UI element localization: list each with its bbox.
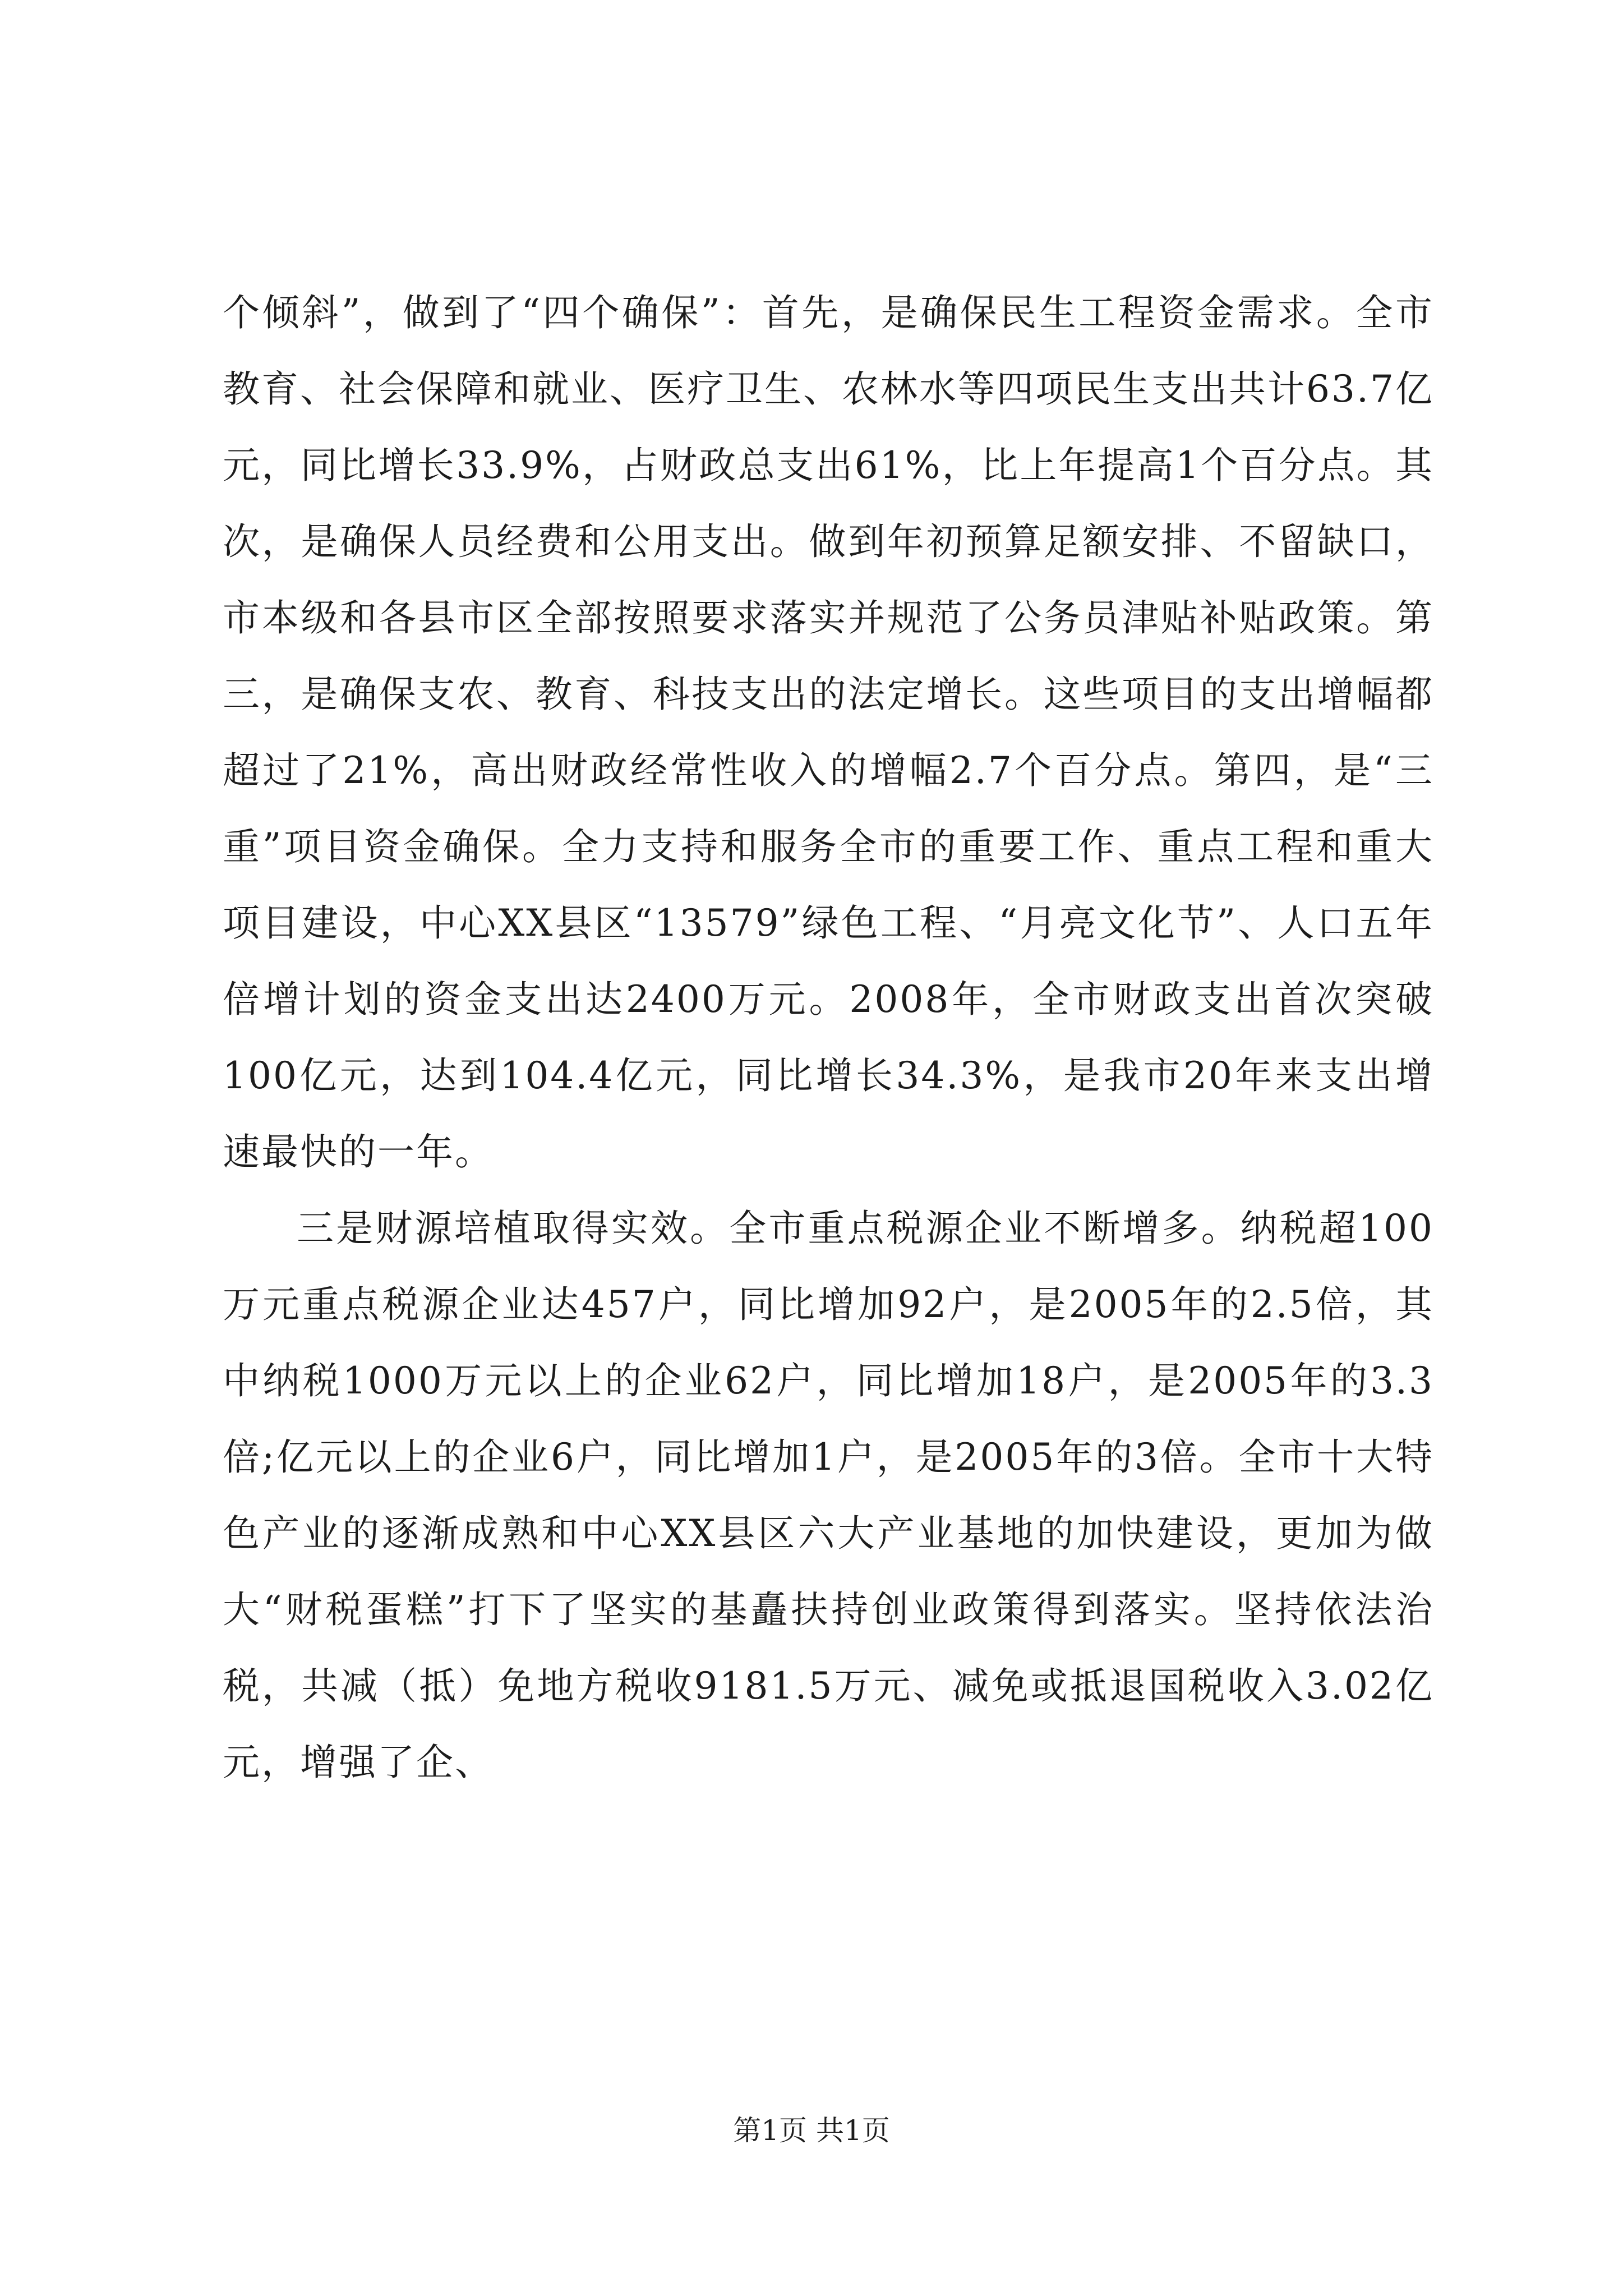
page-footer: 第1页 共1页 [733, 2114, 890, 2147]
paragraph-1: 个倾斜”，做到了“四个确保”：首先，是确保民生工程资金需求。全市教育、社会保障和就业、医疗卫生、农林水等四项民生支出共计63.7亿元，同比增长33.9%，占财政总支出61%，比上年提高1个百分点。其次，是确保人员经费和公用支出。做到年初预算足额安排、不留缺口，市本级和各县市区全部按照要求落实并规范了公务员津贴补贴政策。第三，是确保支农、教育、科技支出的法定增长。这些项目的支出增幅都超过了21%，高出财政经常性收入的增幅2.7个百分点。第四，是“三重”项目资金确保。全力支持和服务全市的重要工作、重点工程和重大项目建设，中心XX县区“13579”绿色工程、“月亮文化节”、人口五年倍增计划的资金支出达2400万元。2008年，全市财政支出首次突破100亿元，达到104.4亿元，同比增长34.3%，是我市20年来支出增速最快的一年。 [223, 291, 1434, 1174]
document-body [223, 275, 1434, 1801]
paragraph-2: 三是财源培植取得实效。全市重点税源企业不断增多。纳税超100万元重点税源企业达457户，同比增加92户，是2005年的2.5倍，其中纳税1000万元以上的企业62户，同比增加18户，是2005年的3.3倍;亿元以上的企业6户，同比增加1户，是2005年的3倍。全市十大特色产业的逐渐成熟和中心XX县区六大产业基地的加快建设，更加为做大“财税蛋糕”打下了坚实的基矗扶持创业政策得到落实。坚持依法治税，共减（抵）免地方税收9181.5万元、减免或抵退国税收入3.02亿元，增强了企、 [223, 1207, 1434, 1784]
